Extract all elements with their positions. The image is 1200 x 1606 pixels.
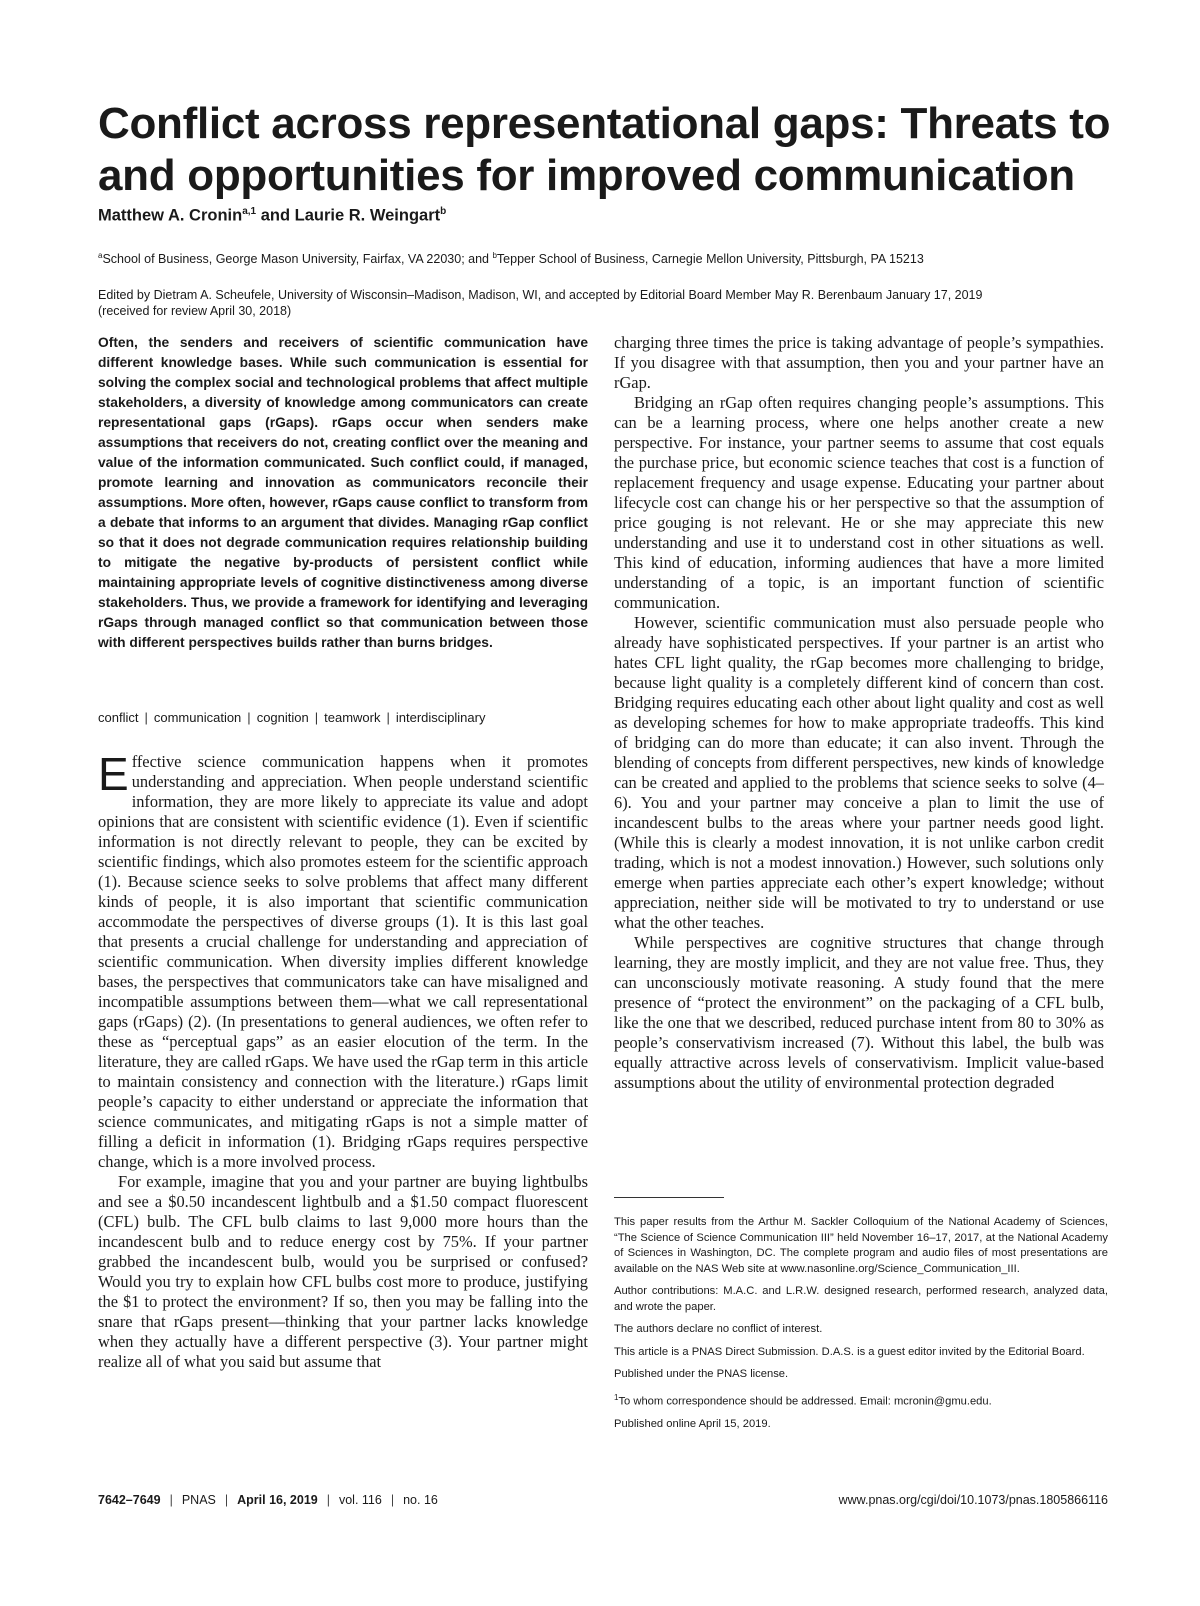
keyword-separator: | (247, 710, 251, 725)
affiliation-text: School of Business, George Mason University, Fairfax, VA 22030; and (102, 252, 493, 267)
footer-separator: | (169, 1493, 173, 1507)
keyword: cognition (256, 710, 309, 725)
footer-separator: | (326, 1493, 330, 1507)
footnote: Author contributions: M.A.C. and L.R.W. designed research, performed research, analyzed data, and wrote the paper. (614, 1285, 1108, 1313)
footnote: The authors declare no conflict of interest. (614, 1323, 823, 1335)
affiliation-marker: a (98, 251, 103, 260)
footer-separator: | (224, 1493, 229, 1507)
body-column-right (614, 333, 1104, 1093)
body-paragraph (98, 748, 588, 1172)
footnote (614, 1390, 1108, 1410)
author-superscript: a,1 (242, 206, 257, 217)
footnote-divider (614, 1197, 724, 1198)
keyword-separator: | (386, 710, 390, 725)
paragraph-text: ffective science communication happens when it promotes understanding and appreciation. When people understand scientific information, they are more likely to appreciate its value and adopt opinions that are consistent with scientific evidence (1). Even if scientific information is not directly relevant to people, they can be excited by scientific findings, which also promotes esteem for the scientific approach (1). Because science seeks to solve problems that affect many different kinds of people, it is also important that scientific communication accommodate the perspectives of diverse groups (1). It is this last goal that presents a crucial challenge for understanding and appreciation of scientific communication. When diversity implies different knowledge bases, the perspectives that communicators take can have misaligned and incompatible assumptions between them—what we call representational gaps (rGaps) (2). (In presentations to general audiences, we often refer to these as “perceptual gaps” as an easier elocution of the term. In the literature, they are called rGaps. We have used the rGap term in this article to maintain consistency and connection with the literature.) rGaps limit people’s capacity to either understand or appreciate the information that science communicates, and mitigating rGaps is not a simple matter of filling a deficit in information (1). Bridging rGaps requires perspective change, which is a more involved process. (98, 752, 588, 1171)
footnote: Published under the PNAS license. (614, 1368, 789, 1380)
body-paragraph: Bridging an rGap often requires changing people’s assumptions. This can be a learning process, where one helps another create a new perspective. For instance, your partner seems to assume that cost equals the purchase price, but economic science teaches that cost is a function of replacement frequency and usage expense. Educating your partner about lifecycle cost can change his or her perspective so that the assumption of price gouging is not relevant. He or she may appreciate this new understanding and use it to understand cost in other situations as well. This kind of education, informing audiences that have a more limited understanding of a topic, is an important function of scientific communication. (614, 393, 1104, 612)
footnote: This article is a PNAS Direct Submission. D.A.S. is a guest editor invited by the Editorial Board. (614, 1345, 1085, 1358)
footer-journal: PNAS (181, 1493, 216, 1507)
footer-issue: no. 16 (403, 1493, 438, 1507)
keywords (98, 710, 588, 725)
body-paragraph: However, scientific communication must also persuade people who already have sophisticated perspectives. If your partner is an artist who hates CFL light quality, the rGap becomes more challenging to bridge, because light quality is a completely different kind of concern than cost. Bridging requires educating each other about light quality and cost as well as developing schemes for how to make appropriate tradeoffs. This kind of bridging can do more than educate; it can also invent. Through the blending of concepts from different perspectives, new kinds of knowledge can be created and applied to the problems that science seeks to solve (4–6). You and your partner may conceive a plan to limit the use of incandescent bulbs to the areas where your partner needs good light. (While this is clearly a modest innovation, it is not unlike carbon credit trading, which is not a modest innovation.) However, such solutions only emerge when parties appreciate each other’s expert knowledge; without appreciation, neither side will be motivated to try to understand or use what the other teaches. (614, 613, 1104, 932)
editor-note-line: Edited by Dietram A. Scheufele, University of Wisconsin–Madison, Madison, WI, and accepted by Editorial Board Member May R. Berenbaum January 17, 2019 (98, 288, 983, 302)
footer-doi-link[interactable]: www.pnas.org/cgi/doi/10.1073/pnas.1805866116 (838, 1493, 1108, 1507)
author-conjunction: and (260, 206, 291, 225)
author-name: Laurie R. Weingart (294, 206, 441, 225)
footer-date: April 16, 2019 (237, 1493, 318, 1507)
affiliation-marker: b (492, 251, 497, 260)
keyword-separator: | (314, 710, 319, 725)
keyword: conflict (98, 710, 139, 725)
editor-note (98, 287, 1128, 319)
footnote-text: To whom correspondence should be addressed. Email: mcronin@gmu.edu. (618, 1395, 992, 1408)
body-paragraph: charging three times the price is taking advantage of people’s sympathies. If you disagree with that assumption, then you and your partner have an rGap. (614, 333, 1104, 392)
keyword: communication (153, 710, 242, 725)
footer-citation (98, 1493, 438, 1507)
editor-note-line: (received for review April 30, 2018) (98, 304, 292, 318)
author-name: Matthew A. Cronin (98, 206, 243, 225)
footer-volume: vol. 116 (338, 1493, 382, 1507)
author-superscript: b (440, 206, 447, 217)
affiliation-text: Tepper School of Business, Carnegie Mellon University, Pittsburgh, PA 15213 (496, 252, 924, 267)
abstract: Often, the senders and receivers of scientific communication have different knowledge bases. While such communication is essential for solving the complex social and technological problems that affect multiple stakeholders, a diversity of knowledge among communicators can create representational gaps (rGaps). rGaps occur when senders make assumptions that receivers do not, creating conflict over the meaning and value of the information communicated. Such conflict could, if managed, promote learning and innovation as communicators reconcile their assumptions. More often, however, rGaps cause conflict to transform from a debate that informs to an argument that divides. Managing rGap conflict so that it does not degrade communication requires relationship building to mitigate the negative by-products of persistent conflict while maintaining appropriate levels of cognitive distinctiveness among diverse stakeholders. Thus, we provide a framework for identifying and leveraging rGaps through managed conflict so that communication between those with different perspectives builds rather than burns bridges. (98, 335, 588, 650)
footnotes (614, 1215, 1108, 1439)
article-title: Conflict across representational gaps: Threats to and opportunities for improved communication (98, 99, 1111, 200)
body-paragraph: For example, imagine that you and your partner are buying lightbulbs and see a $0.50 incandescent lightbulb and a $1.50 compact fluorescent (CFL) bulb. The CFL bulb claims to last 9,000 more hours than the incandescent bulb and to reduce energy cost by 75%. If your partner grabbed the incandescent bulb, would you be surprised or confused? Would you try to explain how CFL bulbs cost more to produce, justifying the $1 to protect the environment? If so, then you may be falling into the snare that rGaps present—thinking that your partner lacks knowledge when they actually have a different perspective (3). Your partner might realize all of what you said but assume that (98, 1172, 588, 1371)
footnote: This paper results from the Arthur M. Sackler Colloquium of the National Academy of Sciences, “The Science of Science Communication III” held November 16–17, 2017, at the National Academy of Sciences in Washington, DC. The complete program and audio files of most presentations are available on the NAS Web site at www.nasonline.org/Science_Communication_III. (614, 1216, 1108, 1275)
affiliations (98, 251, 1128, 266)
footnote: Published online April 15, 2019. (614, 1417, 771, 1430)
footer-pages: 7642–7649 (98, 1493, 161, 1507)
body-paragraph: While perspectives are cognitive structures that change through learning, they are mostly implicit, and they are not value free. Thus, they can unconsciously motivate reasoning. A study found that the mere presence of “protect the environment” on the packaging of a CFL bulb, like the one that we described, reduced purchase intent from 80 to 30% as people’s conservativism increased (7). Without this label, the bulb was equally attractive across levels of conservativism. Implicit value-based assumptions about the utility of environmental protection degraded (614, 933, 1104, 1092)
footnote-marker: 1 (614, 1392, 619, 1402)
author-line (98, 206, 446, 226)
footer-separator: | (390, 1493, 395, 1507)
keyword-separator: | (144, 710, 148, 725)
keyword: teamwork (324, 710, 381, 725)
keyword: interdisciplinary (395, 710, 486, 725)
drop-cap: E (98, 748, 129, 800)
body-column-left (98, 748, 588, 1372)
